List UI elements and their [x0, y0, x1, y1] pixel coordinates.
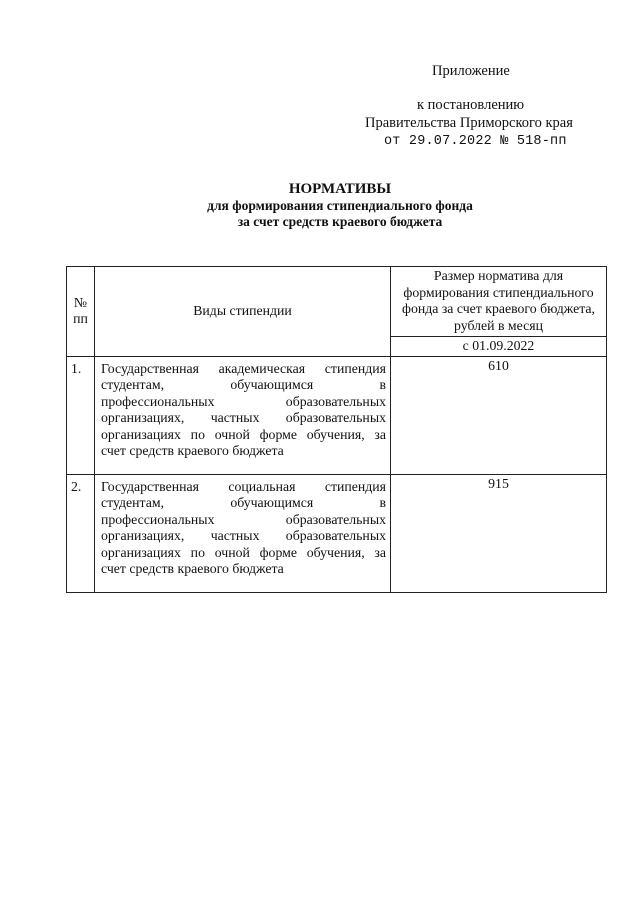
header-num: № пп	[67, 267, 95, 357]
header-date: с 01.09.2022	[391, 337, 607, 357]
header-size: Размер норматива для формирования стипендиального фонда за счет краевого бюджета, рублей в месяц	[391, 267, 607, 337]
row-num: 1.	[67, 356, 95, 474]
row-name-line: Государственная академическая стипендия	[101, 360, 386, 376]
row-name-line: организациях, частных образовательных	[101, 410, 386, 425]
appendix-date-number: от 29.07.2022 № 518-пп	[384, 134, 567, 149]
row-name-line: профессиональных образовательных	[101, 393, 386, 409]
row-name	[95, 356, 391, 474]
table-header-row	[67, 267, 607, 337]
row-name-line: счет средств краевого бюджета	[101, 561, 284, 576]
row-name-line: организациях, частных образовательных	[101, 528, 386, 543]
table-row	[67, 474, 607, 592]
title-line-2: для формирования стипендиального фонда	[207, 198, 473, 213]
norms-table	[66, 266, 607, 593]
row-name-line: организациях по очной форме обучения, за	[101, 426, 386, 442]
row-name-line: студентам, обучающимся в	[101, 377, 386, 392]
row-value: 915	[391, 474, 607, 592]
header-name: Виды стипендии	[95, 267, 391, 357]
row-num: 2.	[67, 474, 95, 592]
row-name	[95, 474, 391, 592]
row-name-line: Государственная социальная стипендия	[101, 478, 386, 494]
table-row	[67, 356, 607, 474]
row-name-line: профессиональных образовательных	[101, 511, 386, 527]
title-line-3: за счет средств краевого бюджета	[237, 214, 443, 229]
row-name-line: студентам, обучающимся в	[101, 495, 386, 510]
appendix-government: Правительства Приморского края	[365, 115, 573, 131]
row-value: 610	[391, 356, 607, 474]
appendix-resolution: к постановлению	[417, 97, 525, 113]
appendix-label: Приложение	[432, 63, 510, 79]
row-name-line: счет средств краевого бюджета	[101, 443, 284, 458]
row-name-line: организациях по очной форме обучения, за	[101, 544, 386, 560]
title-heading: НОРМАТИВЫ	[288, 181, 392, 197]
document-title	[120, 180, 560, 230]
